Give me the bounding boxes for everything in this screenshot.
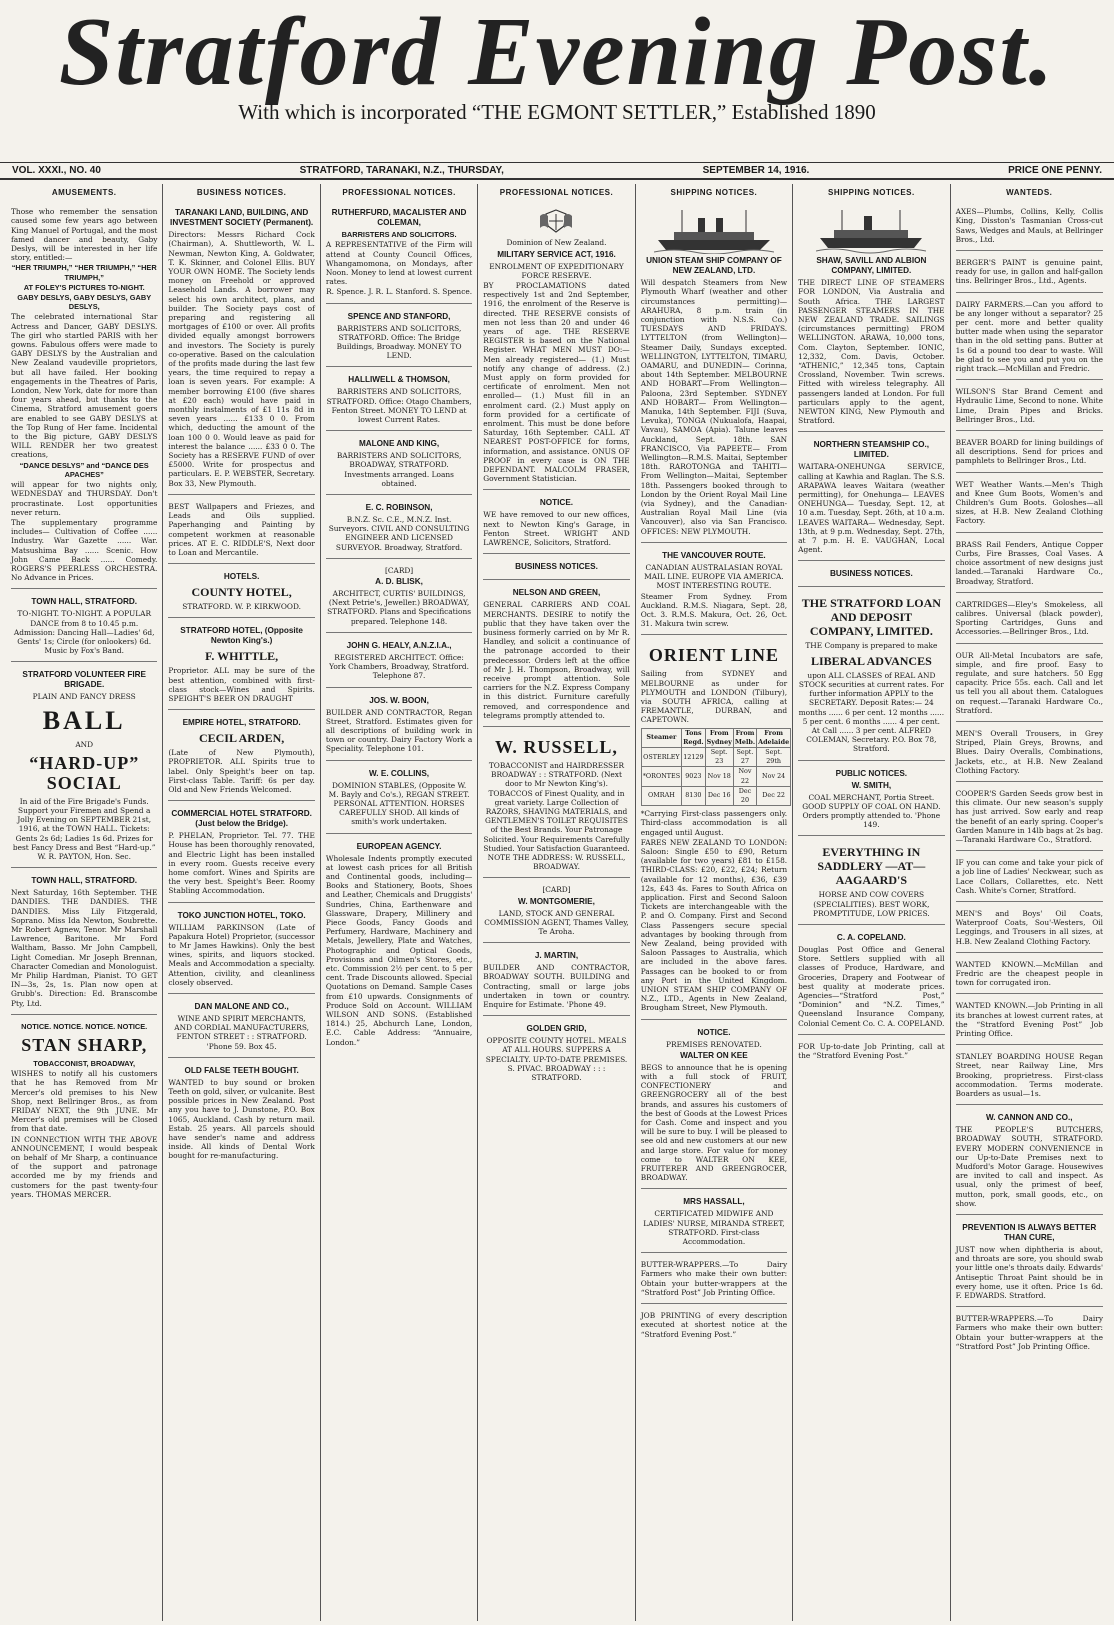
ad-text: BUTTER-WRAPPERS.—To Dairy Farmers who make their own butter: Obtain your butter-wrappers at the “Stratford Post” Job Printing Office.: [640, 1260, 788, 1297]
ad-w-russell: [483, 730, 629, 878]
ad-commercial-hotel: [168, 804, 314, 902]
ad-text: Directors: Messrs Richard Cock (Chairman), A. Shuttleworth, W. L. Newman, Newton King, A. Goldwater, T. K. Skinner, and Colonel Ellis. BUY YOUR OWN HOME. The Society lends money on Freehold or approved Leasehold Lands. A borrower may select his own architect, plans, and builder. The Society pays cost of preparing and registering all mortgages of £100 or over. All profits divided equally amongst borrowers and investors. The Society is purely co-operative. Based on the calculation of the profits made during the last few years, the time required to repay a loan is seven years. For example: A member borrowing £100 (five shares at £20 each) would have paid in monthly instalments of £1 11s 8d in seven years ...... £133 0 0. From which, deducting the amount of the loan 100 0 0. Would leave as paid for interest the balance ...... £33 0 0. The Society has a RESERVE FUND of over £5000. Write for prospectus and particulars. E. P. WEBSTER, Secretary. Box 33, New Plymouth.: [168, 230, 315, 488]
column-business-notices: [163, 184, 320, 1621]
ad-heading: OLD FALSE TEETH BOUGHT.: [184, 1065, 299, 1075]
ad-text: FOR Up-to-date Job Printing, call at the “Stratford Evening Post.”: [798, 1041, 945, 1060]
ad-town-hall-dance: [11, 592, 157, 662]
ad-text: DOMINION STABLES, (Opposite W. M. Bayly and Co's.), REGAN STREET. PERSONAL ATTENTION. HORSES CAREFULLY SHOD. All kinds of smith's work undertaken.: [328, 780, 470, 827]
ad-heading: A. D. BLISK,: [375, 577, 423, 587]
ad-heading: NORTHERN STEAMSHIP CO., LIMITED.: [813, 440, 930, 460]
ad-text: TO-NIGHT. TO-NIGHT. A POPULAR DANCE from 8 to 10.45 p.m. Admission: Dancing Hall—Ladies' 6d, Gents' 1s; Circle (for onlookers) 6d. Music by Fox's Band.: [13, 609, 155, 656]
ad-heading: RUTHERFURD, MACALISTER AND COLEMAN,: [331, 208, 467, 228]
column-professional-notices-2: [478, 184, 635, 1621]
ad-text: BEAVER BOARD for lining buildings of all descriptions. Send for prices and pamphlets to Bellringer Bros., Ltd.: [955, 438, 1103, 466]
steamship-icon: [654, 208, 774, 254]
ad-heading: MILITARY SERVICE ACT, 1916.: [497, 249, 616, 259]
ad-text: P. PHELAN, Proprietor. Tel. 77. THE House has been thoroughly renovated, and Electric Light has been installed in every room. Guests receive every home comfort. Wines and Spirits are the very best. Speight's Beer. Roomy Stabling Accommodation.: [168, 831, 315, 896]
ad-text: BARRISTERS AND SOLICITORS, STRATFORD. Office: The Bridge Buildings, Broadway. MONEY TO LEND.: [336, 323, 462, 361]
table-row: [641, 767, 790, 786]
issue-date: SEPTEMBER 14, 1916.: [702, 165, 810, 176]
table-cell: OMRAH: [641, 786, 681, 805]
ad-heading: W. CANNON AND CO.,: [985, 1113, 1073, 1123]
ad-w-montgomerie: [483, 881, 629, 943]
ad-false-teeth: [168, 1061, 314, 1167]
ad-we-collins: [326, 764, 472, 834]
ad-heading: W. SMITH,: [851, 780, 892, 790]
column-wanteds: [951, 184, 1108, 1621]
ad-fire-brigade-ball: [11, 665, 157, 868]
steamship-icon: [816, 208, 926, 254]
ad-text: CANADIAN AUSTRALASIAN ROYAL MAIL LINE. EUROPE VIA AMERICA. MOST INTERESTING ROUTE.: [644, 562, 784, 591]
ad-text: “HER TRIUMPH,” “HER TRIUMPH,” “HER TRIUMPH,”: [11, 263, 157, 282]
ad-text: NOTICE. NOTICE. NOTICE. NOTICE.: [21, 1021, 148, 1031]
ad-nelson-green: [483, 583, 629, 727]
ad-big-heading: W. RUSSELL,: [495, 736, 618, 757]
ad-text: COAL MERCHANT, Portia Street. GOOD SUPPLY OF COAL ON HAND. Orders promptly attended to. 'Phone 149.: [802, 792, 941, 830]
table-header-cell: From Melb.: [734, 728, 756, 746]
ad-text: BUTTER-WRAPPERS.—To Dairy Farmers who make their own butter: Obtain your butter-wrappers at the “Stratford Post” Job Printing Office.: [955, 1314, 1103, 1351]
section-heading: BUSINESS NOTICES.: [196, 188, 287, 197]
classified-item: [956, 1048, 1103, 1105]
table-cell: Nov 22: [733, 767, 756, 786]
ad-gaby-deslys: [11, 203, 157, 589]
ad-text: ENROLMENT OF EXPEDITIONARY FORCE RESERVE.: [489, 261, 624, 280]
column-professional-notices: [321, 184, 478, 1621]
ad-j-martin: [483, 946, 629, 1016]
ad-text: BEGS to announce that he is opening with a full stock of FRUIT, CONFECTIONERY and GREENGROCERY all of the best brands, and assures his customers of the best of Goods at the Lowest Prices for Cash. Come and inspect and you will be sure to buy. I will be pleased to see old and new customers at our new and large store. For value for money come to WALTER ON KEE, FRUITERER AND GREENGROCER, BROADWAY.: [640, 1062, 788, 1183]
ad-w-cannon: [956, 1108, 1103, 1215]
ad-text: In aid of the Fire Brigade's Funds. Support your Firemen and Spend a Jolly Evening on SEPTEMBER 21st, 1916, at the TOWN HALL. Tickets: Gents 2s 6d; Ladies 1s 6d. Prizes for best Fancy Dress and Best “Hard-up.” W. R. PAYTON, Hon. Sec.: [12, 796, 156, 861]
classified-item: [956, 596, 1103, 644]
price: PRICE ONE PENNY.: [1008, 165, 1102, 176]
ad-heading: SPENCE AND STANFORD,: [347, 311, 451, 321]
ad-heading: MRS HASSALL,: [683, 1197, 745, 1207]
ad-text: Next Saturday, 16th September. THE DANDIES. THE DANDIES. THE DANDIES. Miss Lily Fitzgerald, Soprano. Miss Ida Newton, Soubrette. Mr Robert Agnew, Tenor. Mr Marshall Lawrence, Baritone. Mr Ford Waltham, Basso. Mr John Campbell, Light Comedian. Mr Joseph Brennan, Character Comedian and Monologuist. Mr Philip Hardman, Pianist. TO GET IN—3s, 2s, 1s. Plan now open at Grubb's. Direction: Ed. Branscombe Pty, Ltd.: [11, 888, 158, 1008]
columns: [6, 184, 1108, 1621]
table-cell: Nov 24: [757, 767, 791, 786]
ad-the-dandies: [11, 871, 157, 1015]
table-cell: 8130: [682, 786, 706, 805]
ad-malone-king: [326, 434, 472, 495]
ad-big-heading: BALL: [42, 705, 126, 735]
ad-text: WANTED KNOWN.—McMillan and Fredric are the cheapest people in town for corrugated iron.: [955, 959, 1103, 988]
ad-rutherfurd-macalister: [326, 203, 472, 303]
ad-text: MEN'S Overall Trousers, in Grey Striped, Plain Greys, Browns, and Blues. Dairy Overalls, Combinations, Jackets, etc., at H.B. New Zealand Clothing Factory.: [955, 728, 1103, 775]
ad-text: IF you can come and take your pick of a job line of Ladies' Neckwear, such as Lace Collars, Collarettes, etc. Nett Cash. White's Corner, Stratford.: [955, 858, 1103, 895]
ad-stratford-loan: [798, 590, 944, 760]
ad-text: IN CONNECTION WITH THE ABOVE ANNOUNCEMENT, I would bespeak on behalf of Mr Sharp, a continuance of the support and patronage accorded me by my friends and customers for the past twenty-four years. THOMAS MERCER.: [11, 1134, 158, 1199]
ad-heading: DAN MALONE AND CO.,: [194, 1001, 289, 1011]
table-cell: OSTERLEY: [641, 747, 681, 766]
ad-heading: EUROPEAN AGENCY.: [356, 841, 442, 851]
ad-big-heading: EVERYTHING IN SADDLERY —AT— AAGAARD'S: [817, 845, 926, 888]
classified-item: [956, 296, 1103, 381]
ad-heading: NOTICE.: [697, 1027, 731, 1037]
ad-text: R. Spence. J. R. L. Stanford. S. Spence.: [326, 287, 473, 297]
ad-john-healy: [326, 636, 472, 688]
ad-text: OUR All-Metal Incubators are safe, simple, and fire proof. Easy to regulate, and sure hatchers. 50 Egg capacity. Price 55s. each. Call and let us tell you all about them. Catalogues on request.—Taranaki Hardware Co., Stratford.: [955, 650, 1103, 715]
ad-heading: SHAW, SAVILL AND ALBION COMPANY, LIMITED.: [816, 256, 927, 276]
ad-text: PLAIN AND FANCY DRESS: [32, 692, 136, 702]
table-cell: Dec 22: [757, 786, 791, 805]
ad-vancouver-route: [641, 546, 787, 635]
newspaper-title: Stratford Evening Post.: [58, 0, 1056, 106]
classified-item: [956, 785, 1103, 851]
ad-big-heading: LIBERAL ADVANCES: [810, 653, 932, 668]
ad-text: COOPER'S Garden Seeds grow best in this climate. Our new season's supply has just arrived. Sow early and reap the benefit of an early spring. Cooper's Garden Manure in 14lb bags at 2s bag.—Taranaki Hardware Co., Stratford.: [955, 788, 1103, 844]
ad-heading: THE VANCOUVER ROUTE.: [662, 550, 766, 560]
ad-w-smith: [798, 764, 944, 837]
section-heading: AMUSEMENTS.: [51, 188, 117, 197]
ad-big-heading: CECIL ARDEN,: [198, 731, 285, 746]
column-shipping-notices: [636, 184, 793, 1621]
classified-item: [956, 476, 1103, 533]
section-business-notices: [798, 564, 944, 587]
ad-text: THE PEOPLE'S BUTCHERS, BROADWAY SOUTH, STRATFORD. EVERY MODERN CONVENIENCE in our Up-to-Date Premises next to Mudford's Motor Garage. Housewives are invited to call and inspect. As usual, only the primest of beef, mutton, pork, small goods, etc., on show.: [955, 1125, 1103, 1208]
ad-text: (Late of New Plymouth), PROPRIETOR. ALL Spirits true to label. Only Speight's beer on tap. First-class Table. Tariff: 6s per day. Old and New Friends Welcomed.: [168, 748, 315, 794]
ad-mrs-hassall: [641, 1192, 787, 1253]
classified-item: [956, 905, 1103, 953]
ad-ec-robinson: [326, 498, 472, 559]
ad-halliwell-thomson: [326, 370, 472, 431]
ad-text: BERGER'S PAINT is genuine paint, ready for use, in gallon and half-gallon tins. Bellringer Bros., Ltd., Agents.: [955, 258, 1103, 286]
ad-butter-wrappers: [956, 1310, 1103, 1357]
ad-text: THE DIRECT LINE OF STEAMERS FOR LONDON, Via Australia and South Africa. THE LARGEST PASSENGER STEAMERS IN THE NEW ZEALAND TRADE. SAILINGS (circumstances permitting) FROM WELLINGTON. ARAWA, 10,000 tons, Com. Clayton, September. IONIC, 12,332, Com. Davis, October. “ATHENIC,” 12,345 tons, Captain Crossland, November. Twin screws. Fitted with wireless telegraphy. All passengers landed at London. For full particulars apply to the agent, NEWTON KING, New Plymouth and Stratford.: [798, 278, 945, 426]
ad-text: TOBACCONIST, BROADWAY,: [33, 1059, 136, 1069]
table-cell: Nov 18: [705, 767, 733, 786]
ad-text: WISHES to notify all his customers that he has Removed from Mr Mercer's old premises to his New Shop, next Bellringer Bros., as from FRIDAY NEXT, the 9th JUNE. Mr Mercer's old premises will be Closed from that date.: [11, 1069, 158, 1134]
ad-text: WANTED to buy sound or broken Teeth on gold, silver, or vulcanite. Best possible prices in New Zealand. Post any you have to J. Dunstone, P.O. Box 1065, Auckland. Cash by return mail. Estab. 25 years. All parcels should have sender's name and address inside. All kinds of Dental Work bought for re-manufacturing.: [168, 1077, 315, 1161]
ad-text: MEN'S and Boys' Oil Coats, Waterproof Coats, Sou'-Westers, Oil Leggings, and Trousers in all sizes, at H.B. New Zealand Clothing Factory.: [955, 908, 1103, 946]
classified-item: [956, 434, 1103, 473]
ad-heading: UNION STEAM SHIP COMPANY OF NEW ZEALAND, LTD.: [646, 256, 782, 276]
table-row: [641, 747, 790, 766]
classified-item: [956, 854, 1103, 902]
ad-text: DAIRY FARMERS.—Can you afford to be any longer without a separator? 25 per cent. more and better quality butter made when using the separator than in the old setting pans. Butter at 1s 6d a pound too dear to waste. Will be glad to see you and put you on the right track.—McMillan and Fredric.: [955, 299, 1103, 374]
ad-text: BUILDER AND CONTRACTOR, BROADWAY SOUTH. BUILDING and Contracting, small or large jobs undertaken in town or country. Enquire for Estimate. 'Phone 49.: [483, 963, 630, 1009]
table-header-cell: Tons Regd.: [683, 728, 704, 746]
ad-text: GABY DESLYS, GABY DESLYS, GABY DESLYS,: [17, 293, 152, 312]
ad-text: AND: [75, 739, 94, 749]
ad-text: Proprietor. ALL may be sure of the best attention, combined with first-class stock—Wines and Spirits. SPEIGHT'S BEER ON DRAUGHT: [168, 666, 315, 703]
ad-text: OPPOSITE COUNTY HOTEL. MEALS AT ALL HOURS. SUPPERS A SPECIALTY. UP-TO-DATE PREMISES. S. PIVAC. BROADWAY : : : STRATFORD.: [485, 1036, 628, 1083]
ad-military-service-act: [483, 203, 629, 490]
classified-item: [956, 956, 1103, 995]
ad-big-heading: THE STRATFORD LOAN AND DEPOSIT COMPANY, LIMITED.: [801, 596, 941, 639]
table-header-cell: From Adelaide: [758, 728, 790, 746]
ad-european-agency: [326, 837, 472, 1053]
ad-edwards-throat-paint: [956, 1218, 1103, 1307]
ad-text: WINE AND SPIRIT MERCHANTS, AND CORDIAL MANUFACTURERS, FENTON STREET : : STRATFORD. 'Phone 59. Box 45.: [174, 1013, 309, 1051]
ad-ad-blisk: [326, 562, 472, 633]
ad-text: BUILDER AND CONTRACTOR, Regan Street, Stratford. Estimates given for all descriptions of building work in town or country. Dairy Factory Work a Speciality. Telephone 101.: [325, 707, 473, 754]
ad-job-printing: [798, 1038, 944, 1066]
table-cell: Dec 20: [733, 786, 756, 805]
ad-text: “DANCE DESLYS” and “DANCE DES APACHES”: [19, 460, 149, 479]
ad-text: Those who remember the sensation caused some few years ago between King Manuel of Portugal, and the most famed dancer and beauty, Gaby Deslys, will be interested in her life story, entitled:—: [11, 207, 158, 263]
ad-heading: JOS. W. BOON,: [369, 695, 429, 705]
ad-text: B.N.Z. Sc. C.E., M.N.Z. Inst. Surveyors. CIVIL AND CONSULTING ENGINEER AND LICENSED SURVEYOR. Broadway, Stratford.: [328, 515, 470, 552]
ad-big-heading: “HARD-UP” SOCIAL: [29, 752, 140, 793]
volume-number: VOL. XXXI., NO. 40: [12, 165, 101, 176]
ad-text: WILLIAM PARKINSON (Late of Papakura Hotel) Proprietor, (successor to Mr James Hawkins). Only the best wines, spirits, and liquors stocked. Meals and Accommodation a specialty. Attention, civility, and cleanliness closely observed.: [168, 922, 315, 987]
ad-heading: TOWN HALL, STRATFORD.: [31, 597, 138, 607]
ad-riddles-wallpapers: [168, 498, 314, 564]
ad-heading: NOTICE.: [539, 498, 574, 508]
section-heading: SHIPPING NOTICES.: [670, 188, 758, 197]
ad-heading: TARANAKI LAND, BUILDING, AND INVESTMENT SOCIETY (Permanent).: [170, 208, 314, 228]
ad-heading: HOTELS.: [223, 572, 260, 582]
ad-text: HORSE AND COW COVERS (SPECIALITIES). BEST WORK, PROMPTITUDE, LOW PRICES.: [812, 890, 930, 918]
ad-stratford-hotel: [168, 621, 314, 710]
ad-heading: WALTER ON KEE: [680, 1050, 748, 1060]
ad-dan-malone: [168, 997, 314, 1058]
ad-heading: NELSON AND GREEN,: [512, 588, 601, 598]
ad-jos-boon: [326, 691, 472, 761]
ad-heading: W. MONTGOMERIE,: [518, 896, 595, 906]
ad-heading: TOKO JUNCTION HOTEL, TOKO.: [177, 910, 306, 920]
coat-of-arms-icon: [483, 208, 629, 236]
ad-text: WE have removed to our new offices, next to Newton King's Garage, in Fenton Street. WRIGHT AND LAWRENCE, Solicitors, Stratford.: [483, 510, 630, 548]
ad-orient-line: [640, 638, 790, 1019]
ad-golden-grid: [483, 1019, 629, 1088]
ad-big-heading: F. WHITTLE,: [205, 649, 279, 664]
ad-text: AXES—Plumbs, Collins, Kelly, Collis King, Disston's Tasmanian Cross-cut Saws, Wedges and Mauls, at Bellringer Bros., Ltd.: [955, 207, 1103, 244]
ad-text: WAITARA-ONEHUNGA SERVICE, calling at Kawhia and Raglan. The S.S. ARAPAWA leaves Waitara (weather permitting), for Onehunga— LEAVES ONEHUNGA— Tuesday, Sept. 12, at 10 a.m. Tuesday, Sept. 26th, at 10 a.m. LEAVES WAITARA— Wednesday, Sept. 13th, at 9 p.m. Wednesday, Sept. 27th, at 7 p.m. H. E. VAUGHAN, Local Agent.: [798, 462, 945, 555]
ad-heading: J. MARTIN,: [534, 951, 579, 961]
place-line: STRATFORD, TARANAKI, N.Z., THURSDAY,: [299, 165, 504, 176]
ad-text: Steamer From Sydney. From Auckland. R.M.S. Niagara, Sept. 28, Oct. 3. R.M.S. Makura, Oct. 26, Oct. 31. Makura twin screw.: [640, 591, 788, 629]
ad-heading: STRATFORD HOTEL, (Opposite Newton King's.): [180, 626, 303, 646]
section-heading: WANTEDS.: [1006, 188, 1053, 197]
ad-text: FARES NEW ZEALAND TO LONDON: Saloon: Single £50 to £90, Return (available for two years) £81 to £158. THIRD-CLASS: £20, £22, £24; Return (available for 12 months), £36, £39 12s, £43 4s. Fares to South Africa on application. First and Second Saloon Tickets are interchangeable with the P. and O. Company. First and Second Class Passengers secure special advantages by booking through from New Zealand, being provided with Saloon Passages to Australia, which are included in the above fares. Passages can be booked to or from any Port in the United Kingdom. UNION STEAM SHIP COMPANY OF N.Z., LTD., Agents in New Zealand, Brougham Street, New Plymouth.: [640, 837, 788, 1013]
newspaper-subtitle: With which is incorporated “THE EGMONT SETTLER,” Established 1890: [238, 100, 876, 124]
ad-text: BARRISTERS AND SOLICITORS, STRATFORD. Office: Otago Chambers, Fenton Street. MONEY TO LEND at lowest Current Rates.: [326, 387, 472, 425]
ad-text: The supplementary programme includes— Cultivation of Coffee ...... Industry. War Gazette ...... War. Matsushima Bay ...... Scenic. How John Came Back ...... Comedy. ROGERS'S PEERLESS ORCHESTRA. No Advance in Prices.: [11, 517, 158, 583]
ad-text: [CARD]: [542, 885, 571, 895]
section-heading: SHIPPING NOTICES.: [827, 188, 915, 197]
section-heading: PROFESSIONAL NOTICES.: [342, 188, 456, 197]
ad-spence-stanford: [326, 307, 472, 368]
ad-county-hotel: [168, 567, 314, 618]
ad-heading: BUSINESS NOTICES.: [829, 569, 913, 579]
section-heading: PROFESSIONAL NOTICES.: [499, 188, 614, 197]
section-business-notices: [483, 557, 629, 580]
ad-heading: MALONE AND KING,: [358, 439, 440, 449]
ad-text: JUST now when diphtheria is about, and throats are sore, you should swab your little one's throats daily. Edwards' Antiseptic Throat Paint should be in every home, use it often. Price 1s 6d. F. EDWARDS. Stratford.: [955, 1245, 1103, 1301]
classified-item: [956, 203, 1103, 251]
ad-text: BARRISTERS AND SOLICITORS.: [341, 230, 457, 240]
ad-text: BRASS Rail Fenders, Antique Copper Curbs, Fire Brasses, Coal Vases. A choice assortment of new designs just landed.—Taranaki Hardware Co., Broadway, Stratford.: [955, 539, 1103, 586]
ad-text: PREMISES RENOVATED.: [666, 1039, 762, 1049]
ad-walter-on-kee: [641, 1023, 787, 1190]
ad-shaw-savill-albion: [798, 203, 944, 432]
ad-heading: C. A. COPELAND.: [836, 932, 906, 942]
ad-text: Dominion of New Zealand.: [506, 238, 607, 248]
ad-northern-steamship: [798, 435, 944, 561]
ad-text: Will despatch Steamers from New Plymouth Wharf (weather and other circumstances permitting)— ARAHURA, 8 p.m. train (in conjunction with N.S.S. Co.) TUESDAYS AND FRIDAYS. LYTTELTON (from Wellington)— Steamer Daily, Sundays excepted. WELLINGTON, LYTTELTON, TIMARU, OAMARU, and DUNEDIN— Corinna, about 14th September. MELBOURNE AND HOBART—From Wellington— Paloona, 23rd September. SYDNEY AND HOBART— From Wellington—Manuka, 14th September. FIJI (Suva, Levuka), TONGA (Nukualofa, Haapai, Vavau), SAMOA (Apia). Talune leaves Auckland, Sept. 18th. SAN FRANCISCO, Via PAPEETE— From Wellington—R.M.S. Maitai, September 18th. RAROTONGA and TAHITI— From Wellington—Maitai, September 18th. Passengers booked through to London by the Orient Royal Mail Line (via Sydney), and the Canadian-Australian Royal Mail Line (via Vancouver), also via San Francisco. OFFICES: NEW PLYMOUTH.: [640, 278, 788, 536]
ad-aagaards: [798, 839, 944, 925]
classified-item: [956, 536, 1103, 593]
table-cell: 12129: [682, 747, 706, 766]
ad-taranaki-building-society: [168, 203, 314, 495]
table-cell: Sept. 29th: [757, 747, 791, 766]
ad-text: Wholesale Indents promptly executed at lowest cash prices for all British and Continental goods, including—Books and Stationery, Boots, Shoes and Leather, Chemicals and Druggists' Sundries, China, Earthenware and Glassware, Drapery, Millinery and Piece Goods, Fancy Goods and Perfumery, Hardware, Machinery and Metals, Jewellery, Plate and Watches, Photographic and Optical Goods, Provisions and Oilmen's Stores, etc., etc. Commission 2½ per cent. to 5 per cent. Trade Discounts allowed. Special Quotations on Demand. Sample Cases from £10 upwards. Consignments of Produce Sold on Account. WILLIAM WILSON AND SONS. (Established 1814.) 25, Abchurch Lane, London, E.C. Cable Address: “Annuaire, London.”: [325, 853, 473, 1047]
ad-big-heading: ORIENT LINE: [648, 645, 780, 666]
ad-butter-wrappers: [641, 1256, 787, 1304]
ad-text: WILSON'S Star Brand Cement and Hydraulic Lime, Second to none. White Lime, Drain Pipes and Bricks. Bellringer Bros., Ltd.: [955, 387, 1103, 424]
table-cell: Sept. 27: [733, 747, 756, 766]
ad-empire-hotel: [168, 713, 314, 801]
ad-text: [CARD]: [384, 565, 414, 575]
classified-item: [956, 383, 1103, 431]
ad-text: Sailing from SYDNEY and MELBOURNE as under for PLYMOUTH and LONDON (Tilbury), via SOUTH AFRICA, calling at FREMANTLE, DURBAN, and CAPETOWN.: [640, 669, 788, 725]
masthead: [0, 0, 1114, 124]
ad-heading: COMMERCIAL HOTEL STRATFORD. (Just below the Bridge).: [171, 809, 312, 829]
ad-heading: EMPIRE HOTEL, STRATFORD.: [182, 718, 301, 728]
ad-text: BY PROCLAMATIONS dated respectively 1st and 2nd September, 1916, the enrolment of the Reserve is directed. THE RESERVE consists of men not less than 20 and under 46 years of age. THE RESERVE REGISTER is based on the National Register. WHAT MEN MUST DO:— Men already registered— (1.) Must notify any change of address. (2.) Must apply on form provided for certificate of enrolment. Men not enrolled— (1.) Must fill in an enrolment card. (2.) Must apply on form provided for a certificate of enrolment. This must be done before Saturday, 16th September. CALL AT NEAREST POST-OFFICE for forms, information, and assistance. ONUS OF PROOF in every case is ON THE DEFENDANT. MALCOLM FRASER, Government Statistician.: [483, 281, 630, 484]
classified-item: [956, 725, 1103, 782]
ad-text: BARRISTERS AND SOLICITORS, BROADWAY, STRATFORD. Investments arranged. Loans obtained.: [336, 451, 462, 488]
ad-text: *Carrying First-class passengers only. Third-class accommodation is all engaged until August.: [640, 809, 788, 837]
ad-ca-copeland: [798, 928, 944, 1035]
sailing-table: [641, 728, 791, 807]
column-amusements: [6, 184, 163, 1621]
table-cell: Sept. 23: [705, 747, 733, 766]
ad-heading: GOLDEN GRID,: [526, 1024, 587, 1034]
ad-text: Douglas Post Office and General Store. Settlers supplied with all classes of Produce, Hardware, and Groceries, Drapery and Footwear of best quality at moderate prices. Agencies—“Stratford Post,” “Dominion” and “N.Z. Times,” Queensland Insurance Company, Colonial Cement Co. C. A. COPELAND.: [798, 944, 945, 1028]
table-header-cell: Steamer: [641, 728, 681, 747]
ad-heading: E. C. ROBINSON,: [365, 503, 433, 513]
ad-heading: W. E. COLLINS,: [369, 768, 430, 778]
ad-text: WANTED KNOWN.—Job Printing in all its branches at lowest current rates, at the “Stratford Evening Post” Job Printing Office.: [955, 1001, 1103, 1039]
table-header-row: [641, 728, 790, 747]
ad-text: AT FOLEY'S PICTURES TO-NIGHT.: [23, 282, 145, 292]
ad-text: will appear for two nights only, WEDNESDAY and THURSDAY. Don't procrastinate. Lost opportunities never return.: [11, 480, 158, 517]
ad-text: THE Company is prepared to make: [805, 641, 938, 651]
ad-text: TOBACCONIST and HAIRDRESSER BROADWAY : : STRATFORD. (Next door to Mr Newton King's). TOBACCOS of Finest Quality, and in great variety. Large Collection of RAZORS, SHAVING MATERIALS, and GENTLEMEN'S TOILET REQUISITES of the Best Brands. Your Patronage Solicited. Your Requirements Carefully Studied. Your Satisfaction Guaranteed. NOTE THE ADDRESS: W. RUSSELL, BROADWAY.: [483, 760, 630, 872]
ad-wright-lawrence: [483, 493, 629, 554]
ad-text: JOB PRINTING of every description executed at shortest notice at the “Stratford Evening Post.”: [640, 1311, 788, 1339]
ad-heading: TOWN HALL, STRATFORD.: [31, 876, 138, 886]
ad-text: STANLEY BOARDING HOUSE Regan Street, near Railway Line, Mrs Brooking, proprietress. First-class accommodation. Terms moderate. Boarders as usual—1s.: [955, 1052, 1103, 1099]
table-row: [641, 786, 790, 805]
ad-text: The celebrated international Star Actress and Dancer, GABY DESLYS. The girl who startled PARIS with her gowns. Fabulous offers were made to GABY DESLYS by the Australian and New Zealand vaudeville proprietors, but all have failed. Her booking engagements in the Theatres of Paris, London, New York, date for more than four years ahead, but thanks to the Cinema, Stratford amusement goers are enabled to see GABY DESLYS at the Top Rung of Her fame. Incidental to the Big picture, GABY DESLYS WILL RENDER her two greatest creations,: [11, 312, 158, 460]
column-shipping-notices-2: [793, 184, 950, 1621]
ad-text: ARCHITECT, CURTIS' BUILDINGS, (Next Petrie's, Jeweller.) BROADWAY, STRATFORD. Plans and Specifications prepared. Telephone 148.: [327, 589, 472, 626]
table-cell: 9023: [682, 767, 706, 786]
ad-text: BEST Wallpapers and Friezes, and Leads and Oils supplied. Paperhanging and Painting by competent workmen at reasonable prices. AT E. C. RIDDLE'S, Next door to Loan and Mercantile.: [168, 501, 315, 557]
ad-toko-junction-hotel: [168, 906, 314, 994]
table-cell: *ORONTES: [641, 767, 681, 786]
ad-job-printing: [641, 1307, 787, 1345]
ad-text: CARTRIDGES—Eley's Smokeless, all calibres. Universal (black powder), Sporting Cartridges, Guns and Accessories.—Bellringer Bros., Ltd.: [955, 599, 1103, 637]
ad-text: STRATFORD. W. P. KIRKWOOD.: [182, 602, 301, 612]
classified-item: [956, 647, 1103, 722]
ad-heading: PUBLIC NOTICES.: [835, 768, 908, 778]
ad-text: LAND, STOCK AND GENERAL COMMISSION AGENT, Thames Valley, Te Aroha.: [484, 908, 629, 936]
ad-heading: STRATFORD VOLUNTEER FIRE BRIGADE.: [22, 670, 146, 690]
ad-big-heading: STAN SHARP,: [21, 1035, 148, 1056]
ad-heading: PREVENTION IS ALWAYS BETTER THAN CURE,: [962, 1223, 1097, 1243]
ad-text: A REPRESENTATIVE of the Firm will attend at County Council Offices, Whangamomona, on Mondays, after Noon. Money to lend at lowest current rates.: [325, 240, 473, 287]
ad-text: GENERAL CARRIERS AND COAL MERCHANTS. DESIRE to notify the public that they have taken over the business formerly carried on by Mr R. Handley, and solicit a continuance of the patronage accorded to their predecessor. Orders left at the office of Mr J. H. Thompson, Broadway, will receive prompt attention. Sole carriers for the N.Z. Express Company in this district. Furniture carefully removed, and correspondence and telegrams promptly attended to.: [483, 600, 630, 720]
ad-stan-sharp: [11, 1018, 157, 1205]
table-cell: Dec 16: [705, 786, 733, 805]
ad-union-steam-ship: [641, 203, 787, 543]
ad-text: REGISTERED ARCHITECT. Office: York Chambers, Broadway, Stratford. Telephone 87.: [329, 652, 470, 681]
classified-item: [956, 254, 1103, 293]
table-header-cell: From Sydney: [706, 728, 732, 746]
classified-item: [956, 997, 1103, 1045]
ad-text: upon ALL CLASSES of REAL AND STOCK securities at current rates. For further information APPLY to the SECRETARY. Deposit Rates:— 24 months ...... 6 per cent. 12 months ...... 5 per cent. 6 months ...... 4 per cent. At Call ...... 3 per cent. ALFRED COLEMAN, Secretary. P.O. Box 78, Stratford.: [798, 670, 945, 754]
ad-big-heading: COUNTY HOTEL,: [191, 585, 292, 600]
ad-heading: BUSINESS NOTICES.: [515, 562, 598, 572]
ad-heading: JOHN G. HEALY, A.N.Z.I.A.,: [346, 640, 452, 650]
ad-text: WET Weather Wants.—Men's Thigh and Knee Gum Boots, Women's and Children's Gum Boots. Goloshes—all sizes, at H.B. New Zealand Clothing Factory.: [955, 479, 1103, 526]
dateline-bar: [0, 162, 1114, 180]
ad-heading: HALLIWELL & THOMSON,: [348, 375, 450, 385]
ad-text: CERTIFICATED MIDWIFE AND LADIES' NURSE, MIRANDA STREET, STRATFORD. First-class Accommodation.: [643, 1209, 785, 1247]
